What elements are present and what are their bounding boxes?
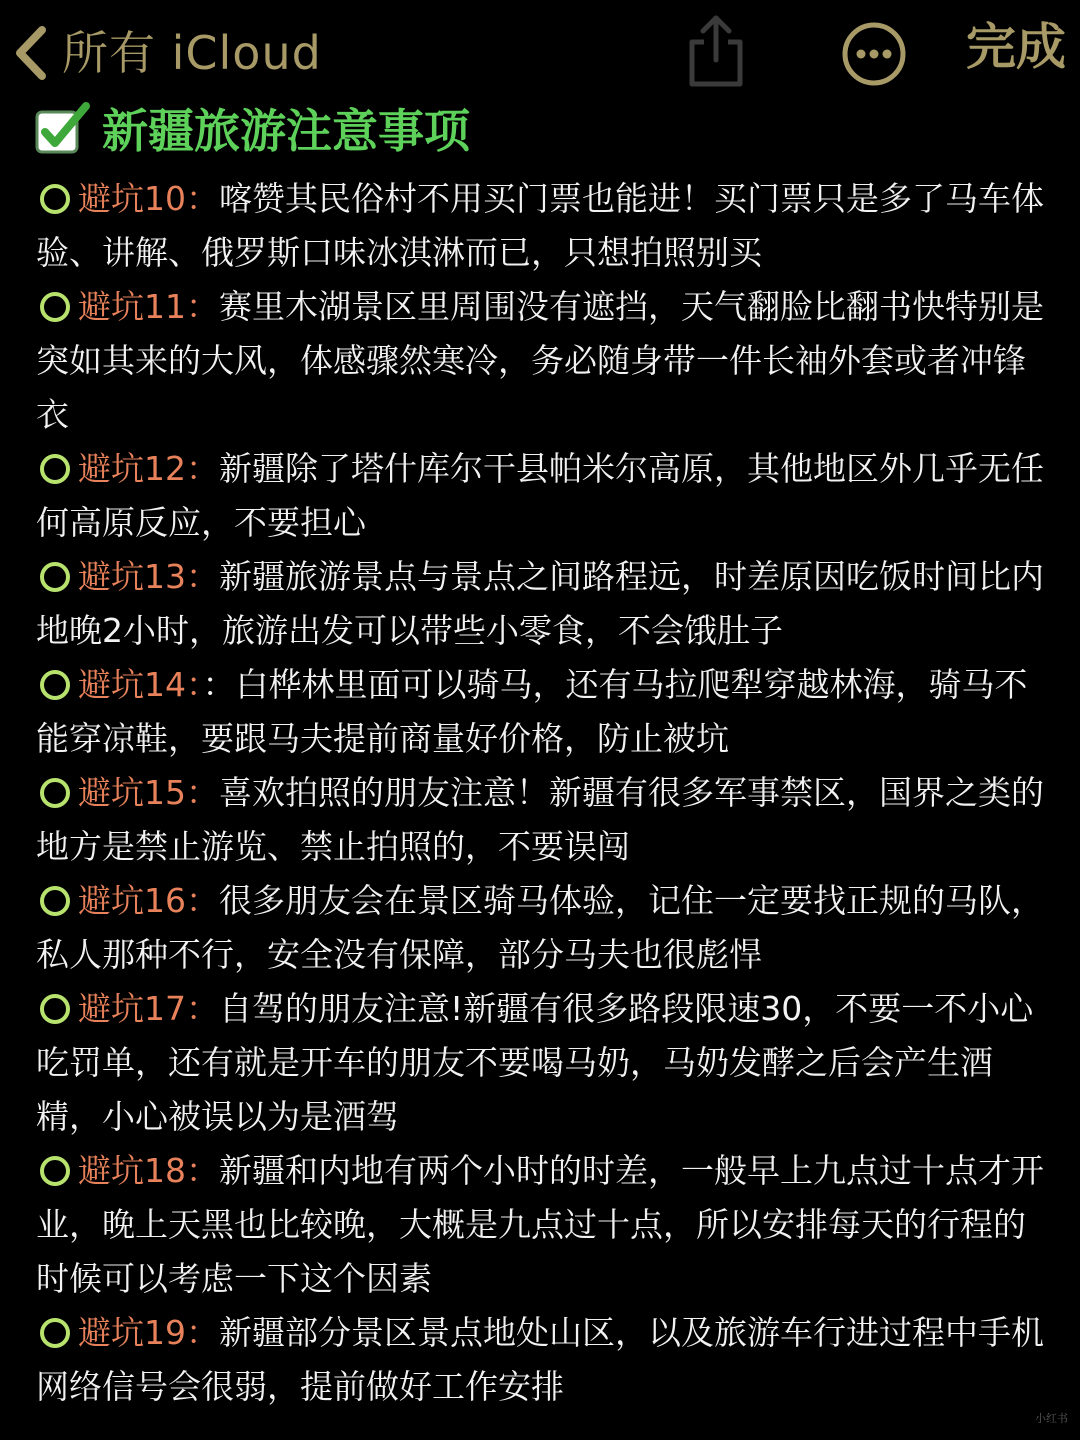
nav-bar (0, 0, 1080, 100)
tip-label: 避坑12： (78, 449, 219, 488)
tip-label: 避坑18： (78, 1151, 219, 1190)
back-label: 所有 iCloud (62, 26, 322, 80)
more-button[interactable] (840, 20, 908, 88)
tip-text: 喀赞其民俗村不用买门票也能进！买门票只是多了马车体验、讲解、俄罗斯口味冰淇淋而已，只想拍照别买 (36, 179, 1044, 272)
tip-text: 很多朋友会在景区骑马体验，记住一定要找正规的马队，私人那种不行，安全没有保障，部分马夫也很彪悍 (36, 881, 1044, 974)
tips-list (36, 172, 1044, 1414)
circle-icon (40, 778, 70, 808)
tip-item (36, 550, 1044, 658)
tip-label: 避坑16： (78, 881, 219, 920)
share-icon (684, 12, 748, 90)
check-box-icon (34, 102, 92, 160)
tip-text: ：白桦林里面可以骑马，还有马拉爬犁穿越林海，骑马不能穿凉鞋，要跟马夫提前商量好价格，防止被坑 (36, 665, 1028, 758)
circle-icon (40, 292, 70, 322)
ellipsis-circle-icon (840, 20, 908, 88)
tip-item (36, 982, 1044, 1144)
tip-label: 避坑14： (78, 665, 203, 704)
note-title (34, 100, 470, 162)
tip-item (36, 442, 1044, 550)
share-button[interactable] (684, 12, 748, 90)
tip-label: 避坑10： (78, 179, 219, 218)
circle-icon (40, 1318, 70, 1348)
tip-text: 赛里木湖景区里周围没有遮挡，天气翻脸比翻书快特别是突如其来的大风，体感骤然寒冷，务必随身带一件长袖外套或者冲锋衣 (36, 287, 1044, 434)
circle-icon (40, 562, 70, 592)
tip-label: 避坑13： (78, 557, 219, 596)
tip-text: 新疆和内地有两个小时的时差，一般早上九点过十点才开业，晚上天黑也比较晚，大概是九点过十点，所以安排每天的行程的时候可以考虑一下这个因素 (36, 1151, 1044, 1298)
tip-label: 避坑17： (78, 989, 219, 1028)
back-button[interactable] (8, 18, 322, 88)
circle-icon (40, 1156, 70, 1186)
tip-label: 避坑15： (78, 773, 219, 812)
tip-label: 避坑19： (78, 1313, 219, 1352)
tip-item (36, 172, 1044, 280)
tip-item (36, 1306, 1044, 1414)
circle-icon (40, 670, 70, 700)
tip-text: 新疆旅游景点与景点之间路程远，时差原因吃饭时间比内地晚2小时，旅游出发可以带些小零食，不会饿肚子 (36, 557, 1044, 650)
circle-icon (40, 454, 70, 484)
note-title-text: 新疆旅游注意事项 (102, 104, 470, 158)
tip-text: 新疆部分景区景点地处山区，以及旅游车行进过程中手机网络信号会很弱，提前做好工作安排 (36, 1313, 1044, 1406)
circle-icon (40, 994, 70, 1024)
tip-item (36, 280, 1044, 442)
tip-item (36, 1144, 1044, 1306)
watermark: 小红书 (1035, 1412, 1068, 1425)
circle-icon (40, 184, 70, 214)
tip-text: 自驾的朋友注意!新疆有很多路段限速30，不要一不小心吃罚单，还有就是开车的朋友不要喝马奶，马奶发酵之后会产生酒精，小心被误以为是酒驾 (36, 989, 1034, 1136)
tip-text: 喜欢拍照的朋友注意！新疆有很多军事禁区，国界之类的地方是禁止游览、禁止拍照的，不要误闯 (36, 773, 1044, 866)
tip-item (36, 766, 1044, 874)
circle-icon (40, 886, 70, 916)
tip-text: 新疆除了塔什库尔干县帕米尔高原，其他地区外几乎无任何高原反应，不要担心 (36, 449, 1044, 542)
chevron-left-icon (8, 22, 54, 84)
tip-item (36, 874, 1044, 982)
tip-label: 避坑11： (78, 287, 219, 326)
done-button[interactable]: 完成 (966, 18, 1066, 76)
tip-item (36, 658, 1044, 766)
